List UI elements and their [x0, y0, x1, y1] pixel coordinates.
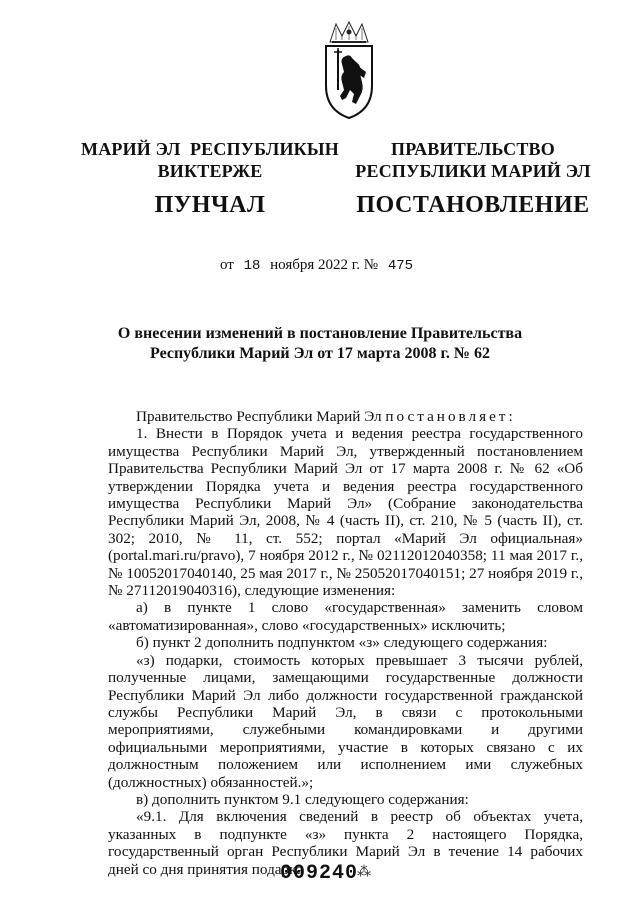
paragraph-1: 1. Внести в Порядок учета и ведения реестра государственного имущества Республики Марий Эл, утвержденный постановлением Правительства Республики Марий Эл от 17 марта 2008 г. № 62 «Об утверждении Порядка учета и ведения реестра государственного имущества Республики Марий Эл» (Собрание законодательства Республики Марий Эл, 2008, № 4 (часть II), ст. 210, № 5 (часть II), ст. 302; 2010, № 11, ст. 552; портал «Марий Эл официальная» (portal.mari.ru/pravo), 7 ноября 2012 г., № 02112012040358; 11 мая 2017 г., № 10052017040140, 25 мая 2017 г., № 25052017040151; 27 ноября 2019 г., № 27112019040316), следующие изменения: [108, 425, 583, 600]
header-left-block [70, 138, 350, 220]
ornament-mark: ⁂ [357, 865, 371, 880]
subparagraph-v: в) дополнить пунктом 9.1 следующего содержания: [136, 790, 469, 808]
header-left-line1: МАРИЙ ЭЛ РЕСПУБЛИКЫН [81, 139, 339, 159]
header-right-doc-type: ПОСТАНОВЛЕНИЕ [356, 192, 590, 218]
title-line1: О внесении изменений в постановление Правительства [117, 325, 523, 342]
document-title [80, 324, 560, 364]
paragraph-9-1: «9.1. Для включения сведений в реестр об объектах учета, указанных в подпункте «з» пункта 2 настоящего Порядка, государственный орган Республики Марий Эл в течение 14 рабочих дней со дня принятия подарка [108, 808, 583, 878]
serial-number: 009240 [280, 862, 359, 885]
intro-verb: постановляет: [385, 408, 516, 425]
coat-of-arms-emblem [322, 20, 376, 120]
header-left-doc-type: ПУНЧАЛ [154, 192, 266, 218]
date-day: 18 [243, 258, 261, 274]
document-body [108, 408, 583, 878]
date-number-line [0, 257, 639, 274]
header-right-line1: ПРАВИТЕЛЬСТВО [391, 139, 555, 159]
intro-prefix: Правительство Республики Марий Эл [136, 408, 382, 425]
header-right-line2: РЕСПУБЛИКИ МАРИЙ ЭЛ [355, 161, 591, 181]
date-month-year: ноября 2022 г. № [270, 257, 379, 273]
header-left-line2: ВИКТЕРЖЕ [157, 161, 263, 181]
title-line2: Республики Марий Эл от 17 марта 2008 г. № 62 [150, 345, 490, 362]
subparagraph-b: б) пункт 2 дополнить подпунктом «з» следующего содержания: [136, 634, 548, 652]
date-prefix: от [219, 257, 234, 273]
subparagraph-z-text: «з) подарки, стоимость которых превышает 3 тысячи рублей, полученные лицами, замещающими государственные должности Республики Марий Эл либо должности государственной гражданской службы Республики Марий Эл, в связи с протокольными мероприятиями, служебными командировками и другими официальными мероприятиями, участие в которых связано с их должностным положением или исполнением ими служебных (должностных) обязанностей.»; [108, 651, 583, 791]
crown-icon [330, 22, 368, 42]
subparagraph-a: а) в пункте 1 слово «государственная» заменить словом «автоматизированная», слово «государственных» исключить; [108, 599, 583, 634]
document-number: 475 [387, 258, 414, 274]
header-right-block [333, 138, 613, 220]
intro-paragraph [108, 408, 583, 425]
